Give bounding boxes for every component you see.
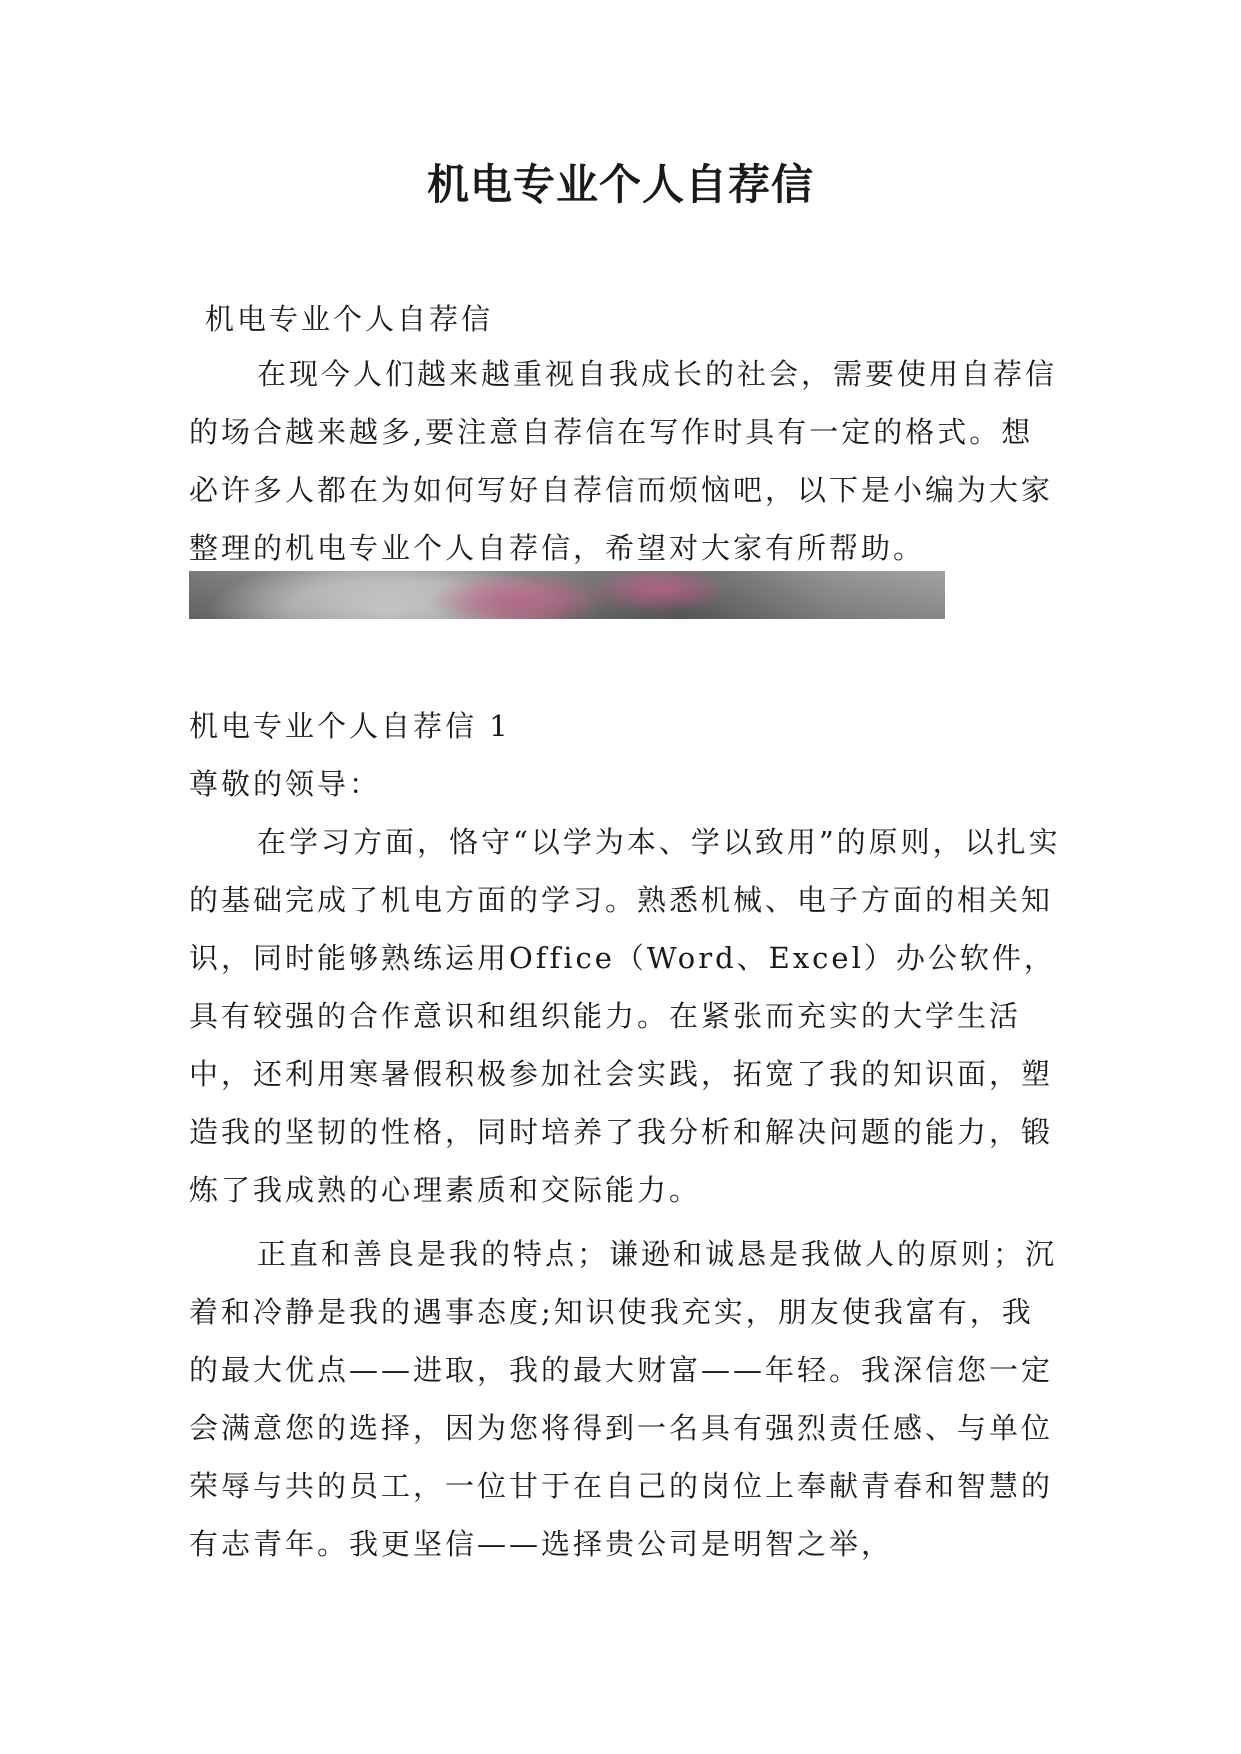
banner-image <box>189 571 945 619</box>
salutation: 尊敬的领导： <box>189 767 382 801</box>
body-paragraph-2: 正直和善良是我的特点；谦逊和诚恳是我做人的原则；沉着和冷静是我的遇事态度;知识使我充实，朋友使我富有，我的最大优点——进取，我的最大财富——年轻。我深信您一定会满意您的选择，因为您将得到一名具有强烈责任感、与单位荣辱与共的员工，一位甘于在自己的岗位上奉献青春和智慧的有志青年。我更坚信——选择贵公司是明智之举， <box>189 1237 1058 1561</box>
banner-image-shade <box>189 571 945 619</box>
document-subtitle: 机电专业个人自荐信 <box>205 302 494 336</box>
section-heading: 机电专业个人自荐信 1 <box>189 709 511 743</box>
intro-paragraph: 在现今人们越来越重视自我成长的社会，需要使用自荐信的场合越来越多,要注意自荐信在写作时具有一定的格式。想必许多人都在为如何写好自荐信而烦恼吧，以下是小编为大家整理的机电专业个人自荐信，希望对大家有所帮助。 <box>189 357 1058 565</box>
document-title: 机电专业个人自荐信 <box>426 160 814 209</box>
body-paragraph-1: 在学习方面，恪守“以学为本、学以致用”的原则，以扎实的基础完成了机电方面的学习。熟悉机械、电子方面的相关知识，同时能够熟练运用Office（Word、Excel）办公软件，具有较强的合作意识和组织能力。在紧张而充实的大学生活中，还利用寒暑假积极参加社会实践，拓宽了我的知识面，塑造我的坚韧的性格，同时培养了我分析和解决问题的能力，锻炼了我成熟的心理素质和交际能力。 <box>189 825 1061 1207</box>
